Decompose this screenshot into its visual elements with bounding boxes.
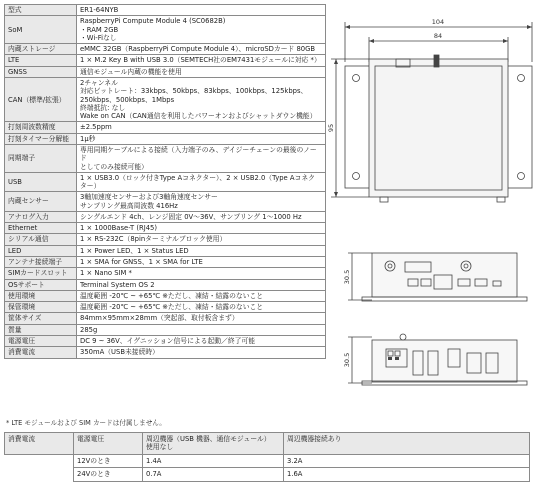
spec-row (5, 172, 326, 192)
spec-row (5, 313, 326, 324)
spec-row (5, 279, 326, 290)
power-header-voltage: 電源電圧 (74, 433, 143, 455)
mounting-plate (345, 66, 532, 188)
side-view-front (372, 253, 517, 297)
spec-value: DC 9 ~ 36V、イグニッション信号による起動／終了可能 (77, 336, 326, 347)
spec-label: 電源電圧 (5, 336, 77, 347)
spec-row (5, 245, 326, 256)
spec-row (5, 44, 326, 55)
rj45-port (434, 275, 452, 289)
top-view-body (369, 59, 508, 197)
spec-row (5, 234, 326, 245)
spec-label: OSサポート (5, 279, 77, 290)
spec-label: LTE (5, 55, 77, 66)
spec-value: ER1-64NYB (77, 5, 326, 16)
spec-row (5, 347, 326, 358)
spec-value: 1μ秒 (77, 133, 326, 144)
power-header-no-peripherals: 周辺機器（USB 機器、通信モジュール） 使用なし (143, 433, 284, 455)
spec-row (5, 257, 326, 268)
spec-value: 1 × 1000Base-T (RJ45) (77, 223, 326, 234)
spec-value: 通信モジュール内蔵の機能を使用 (77, 66, 326, 77)
spec-value: シングルエンド 4ch、レンジ固定 0V〜36V、サンプリング 1〜1000 Hz (77, 211, 326, 222)
sma-gnss-connector (385, 261, 395, 271)
dim-label-84: 84 (433, 32, 443, 40)
spec-label: USB (5, 172, 77, 192)
side-view-front-plate (362, 297, 527, 301)
spec-value: 1 × Nano SIM * (77, 268, 326, 279)
spec-value: 1 × USB3.0（ロック付きType Aコネクター）、2 × USB2.0（Type Aコネク ター） (77, 172, 326, 192)
spec-label: 筐体サイズ (5, 313, 77, 324)
spec-value: 1 × SMA for GNSS、1 × SMA for LTE (77, 257, 326, 268)
usb-port-1 (413, 351, 423, 375)
sma-lte-connector (461, 261, 471, 271)
spec-row (5, 223, 326, 234)
spec-value: 84mm×95mm×28mm（突起部、取付板含まず） (77, 313, 326, 324)
terminal-block (386, 349, 407, 367)
power-row-no-peripherals: 0.7A (143, 468, 284, 481)
dim-label-30-5-back: 30.5 (343, 352, 351, 368)
power-row-no-peripherals: 1.4A (143, 454, 284, 467)
spec-row (5, 77, 326, 121)
spec-value: 温度範囲 -20℃ ~ +65℃ ※ただし、凍結・結露のないこと (77, 302, 326, 313)
spec-row (5, 324, 326, 335)
spec-row (5, 302, 326, 313)
spec-row (5, 211, 326, 222)
footnote: * LTE モジュールおよび SIM カードは付属しません。 (6, 419, 166, 427)
spec-value: 350mA（USB未接続時） (77, 347, 326, 358)
spec-label: SoM (5, 16, 77, 44)
spec-label: 内蔵ストレージ (5, 44, 77, 55)
spec-label: シリアル通信 (5, 234, 77, 245)
spec-label: 型式 (5, 5, 77, 16)
spec-row (5, 5, 326, 16)
db9-connector (405, 262, 431, 272)
spec-label: 同期端子 (5, 144, 77, 172)
dim-label-104: 104 (431, 18, 445, 26)
usb3-port (467, 353, 481, 373)
power-header-with-peripherals: 周辺機器接続あり (284, 433, 530, 455)
spec-label: 質量 (5, 324, 77, 335)
spec-value: 1 × Power LED、1 × Status LED (77, 245, 326, 256)
power-row-with-peripherals: 3.2A (284, 454, 530, 467)
spec-value: 1 × M.2 Key B with USB 3.0（SEMTECH社のEM7431モジュールに対応 *） (77, 55, 326, 66)
spec-row (5, 192, 326, 212)
spec-value: 専用同期ケーブルによる接続（入力端子のみ、デイジーチェーンの最後のノード としてのみ接続可能） (77, 144, 326, 172)
spec-row (5, 122, 326, 133)
power-consumption-table (4, 432, 530, 482)
spec-label: 内蔵センサー (5, 192, 77, 212)
spec-row (5, 268, 326, 279)
spec-table-body (5, 5, 326, 359)
usb-port-2 (428, 351, 438, 375)
spec-row (5, 336, 326, 347)
spec-label: GNSS (5, 66, 77, 77)
spec-label: 打刻タイマー分解能 (5, 133, 77, 144)
spec-label: 打刻周波数精度 (5, 122, 77, 133)
spec-label: SIMカードスロット (5, 268, 77, 279)
spec-value: 2チャンネル 対応ビットレート：33kbps、50kbps、83kbps、100kbps、125kbps、 250kbps、500kbps、1Mbps 終端抵抗: なし Wake on CAN（CAN通信を利用したパワーオンおよびシャットダウン機能） (77, 77, 326, 121)
spec-row (5, 133, 326, 144)
spec-label: 使用環境 (5, 290, 77, 301)
side-view-back-plate (362, 381, 527, 385)
spec-row (5, 55, 326, 66)
spec-label: 保管環境 (5, 302, 77, 313)
spec-label: Ethernet (5, 223, 77, 234)
spec-value: 温度範囲 -20℃ ~ +65℃ ※ただし、凍結・結露のないこと (77, 290, 326, 301)
spec-value: 1 × RS-232C（8pinターミナルブロック使用） (77, 234, 326, 245)
dim-label-95: 95 (327, 123, 335, 133)
dim-label-30-5-front: 30.5 (343, 269, 351, 285)
spec-label: アンテナ接続端子 (5, 257, 77, 268)
side-view-back (372, 340, 517, 382)
spec-value: Terminal System OS 2 (77, 279, 326, 290)
spec-label: アナログ入力 (5, 211, 77, 222)
spec-row (5, 290, 326, 301)
power-row-voltage: 24Vのとき (74, 468, 143, 481)
spec-row (5, 144, 326, 172)
spec-value: ±2.5ppm (77, 122, 326, 133)
spec-table (4, 4, 326, 359)
spec-value: 3軸加速度センサーおよび3軸角速度センサー サンプリング最高周波数 416Hz (77, 192, 326, 212)
sync-connector (448, 349, 460, 367)
spec-label: CAN（標準/拡張） (5, 77, 77, 121)
spec-value: 285g (77, 324, 326, 335)
power-row-voltage: 12Vのとき (74, 454, 143, 467)
spec-row (5, 66, 326, 77)
spec-label: 消費電流 (5, 347, 77, 358)
spec-label: LED (5, 245, 77, 256)
spec-value: RaspberryPi Compute Module 4 (SC0682B) ・RAM 2GB ・Wi-Fiなし (77, 16, 326, 44)
power-row-with-peripherals: 1.6A (284, 468, 530, 481)
spec-value: eMMC 32GB（RaspberryPi Compute Module 4）、microSDカード 80GB (77, 44, 326, 55)
power-table-title: 消費電流 (5, 433, 74, 455)
spec-row (5, 16, 326, 44)
